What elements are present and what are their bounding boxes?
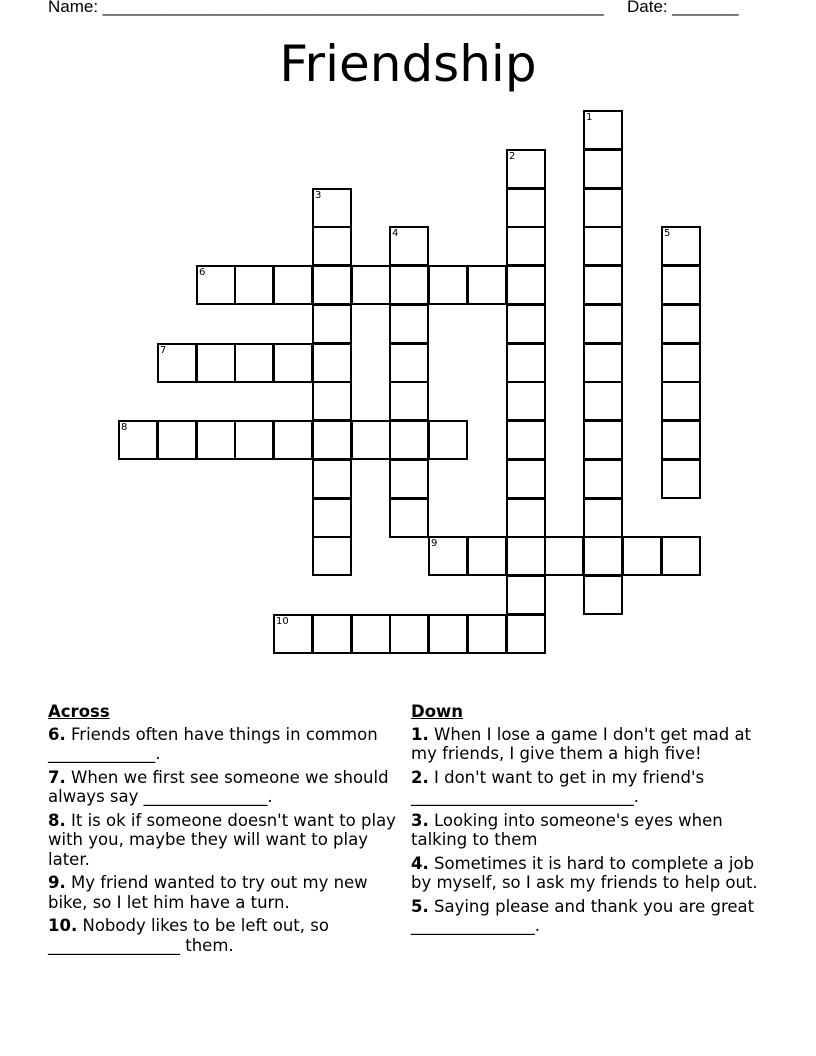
clue-text: I don't want to get in my friend's ___________________________. [411, 767, 705, 806]
crossword-cell[interactable] [506, 149, 546, 189]
crossword-cell[interactable] [234, 265, 274, 305]
crossword-cell[interactable] [583, 226, 623, 266]
crossword-cell[interactable] [389, 614, 429, 654]
clue-text: It is ok if someone doesn't want to play with you, maybe they will want to play later. [48, 810, 396, 869]
cell-number: 1 [586, 112, 593, 123]
crossword-cell[interactable] [583, 265, 623, 305]
crossword-cell[interactable] [273, 343, 313, 383]
crossword-cell[interactable] [506, 536, 546, 576]
clue-text: Saying please and thank you are great _______________. [411, 896, 755, 935]
crossword-cell[interactable] [234, 420, 274, 460]
clue-text: Friends often have things in common _____________. [48, 724, 378, 763]
crossword-cell[interactable] [312, 536, 352, 576]
clue-number: 6. [48, 724, 66, 744]
crossword-cell[interactable] [583, 575, 623, 615]
clue-number: 8. [48, 810, 66, 830]
cell-number: 8 [121, 422, 128, 433]
clue-number: 2. [411, 767, 429, 787]
crossword-cell[interactable] [661, 381, 701, 421]
clue-across-6 [48, 725, 403, 764]
cell-number: 7 [160, 345, 167, 356]
crossword-cell[interactable] [389, 459, 429, 499]
clue-number: 9. [48, 873, 66, 892]
crossword-cell[interactable] [389, 226, 429, 266]
crossword-cell[interactable] [312, 459, 352, 499]
clue-text: Nobody likes to be left out, so ________________ them. [48, 916, 329, 955]
crossword-cell[interactable] [351, 265, 391, 305]
crossword-cell[interactable] [273, 265, 313, 305]
crossword-cell[interactable] [312, 420, 352, 460]
crossword-cell[interactable] [389, 343, 429, 383]
clue-number: 1. [411, 724, 429, 744]
down-clues [411, 702, 761, 940]
crossword-cell[interactable] [312, 304, 352, 344]
crossword-cell[interactable] [312, 188, 352, 228]
clue-across-7 [48, 768, 403, 807]
clue-across-9 [48, 873, 403, 912]
crossword-cell[interactable] [428, 420, 468, 460]
cell-number: 4 [392, 228, 399, 239]
name-field-label: Name: _____________________________________________________ [48, 0, 604, 16]
cell-number: 5 [664, 228, 671, 239]
crossword-cell[interactable] [389, 498, 429, 538]
crossword-cell[interactable] [467, 265, 507, 305]
cell-number: 10 [276, 616, 289, 627]
crossword-cell[interactable] [312, 381, 352, 421]
crossword-cell[interactable] [273, 420, 313, 460]
cell-number: 6 [199, 267, 206, 278]
crossword-cell[interactable] [583, 536, 623, 576]
clue-down-1 [411, 725, 761, 764]
crossword-cell[interactable] [389, 420, 429, 460]
crossword-cell[interactable] [157, 420, 197, 460]
clue-number: 4. [411, 853, 429, 873]
crossword-cell[interactable] [428, 614, 468, 654]
puzzle-title: Friendship [279, 35, 537, 93]
clue-text: When we first see someone we should always say _______________. [48, 767, 389, 806]
crossword-cell[interactable] [583, 343, 623, 383]
crossword-cell[interactable] [312, 226, 352, 266]
clue-down-4 [411, 854, 761, 893]
cell-number: 9 [431, 538, 438, 549]
crossword-cell[interactable] [506, 575, 546, 615]
clue-across-8 [48, 811, 403, 870]
clue-number: 7. [48, 767, 66, 787]
clue-text: When I lose a game I don't get mad at my friends, I give them a high five! [411, 724, 752, 763]
clue-text: Looking into someone's eyes when talking to them [411, 810, 723, 849]
crossword-cell[interactable] [583, 420, 623, 460]
clue-across-10 [48, 916, 403, 955]
crossword-cell[interactable] [506, 188, 546, 228]
crossword-cell[interactable] [661, 420, 701, 460]
clue-number: 10. [48, 916, 78, 935]
crossword-cell[interactable] [506, 304, 546, 344]
crossword-cell[interactable] [583, 188, 623, 228]
crossword-cell[interactable] [312, 343, 352, 383]
crossword-cell[interactable] [389, 265, 429, 305]
crossword-cell[interactable] [506, 614, 546, 654]
crossword-cell[interactable] [234, 343, 274, 383]
crossword-cell[interactable] [506, 226, 546, 266]
crossword-cell[interactable] [661, 459, 701, 499]
crossword-cell[interactable] [196, 343, 236, 383]
crossword-cell[interactable] [544, 536, 584, 576]
crossword-cell[interactable] [661, 536, 701, 576]
crossword-cell[interactable] [583, 381, 623, 421]
date-field-label: Date: _______ [627, 0, 739, 16]
clue-text: My friend wanted to try out my new bike, so I let him have a turn. [48, 873, 368, 912]
crossword-cell[interactable] [351, 614, 391, 654]
cell-number: 3 [315, 190, 322, 201]
crossword-cell[interactable] [661, 343, 701, 383]
crossword-cell[interactable] [389, 381, 429, 421]
crossword-cell[interactable] [506, 265, 546, 305]
crossword-cell[interactable] [661, 226, 701, 266]
crossword-cell[interactable] [428, 536, 468, 576]
across-clues [48, 702, 403, 959]
crossword-cell[interactable] [467, 614, 507, 654]
across-heading: Across [48, 702, 110, 721]
crossword-cell[interactable] [661, 265, 701, 305]
crossword-cell[interactable] [118, 420, 158, 460]
crossword-cell[interactable] [273, 614, 313, 654]
crossword-cell[interactable] [583, 498, 623, 538]
clue-text: Sometimes it is hard to complete a job by myself, so I ask my friends to help out. [411, 853, 758, 892]
crossword-cell[interactable] [467, 536, 507, 576]
crossword-cell[interactable] [506, 459, 546, 499]
crossword-cell[interactable] [312, 265, 352, 305]
crossword-cell[interactable] [157, 343, 197, 383]
clue-down-2 [411, 768, 761, 807]
crossword-cell[interactable] [622, 536, 662, 576]
crossword-cell[interactable] [506, 498, 546, 538]
crossword-cell[interactable] [661, 304, 701, 344]
crossword-cell[interactable] [583, 304, 623, 344]
crossword-cell[interactable] [351, 420, 391, 460]
crossword-cell[interactable] [196, 420, 236, 460]
down-heading: Down [411, 702, 464, 721]
crossword-cell[interactable] [583, 149, 623, 189]
crossword-cell[interactable] [583, 110, 623, 150]
crossword-cell[interactable] [583, 459, 623, 499]
clue-number: 3. [411, 810, 429, 830]
crossword-cell[interactable] [506, 420, 546, 460]
crossword-cell[interactable] [506, 381, 546, 421]
cell-number: 2 [509, 151, 516, 162]
crossword-cell[interactable] [428, 265, 468, 305]
crossword-cell[interactable] [312, 498, 352, 538]
crossword-cell[interactable] [389, 304, 429, 344]
crossword-cell[interactable] [506, 343, 546, 383]
crossword-cell[interactable] [312, 614, 352, 654]
clue-down-3 [411, 811, 761, 850]
clue-number: 5. [411, 896, 429, 916]
clue-down-5 [411, 897, 761, 936]
crossword-cell[interactable] [196, 265, 236, 305]
